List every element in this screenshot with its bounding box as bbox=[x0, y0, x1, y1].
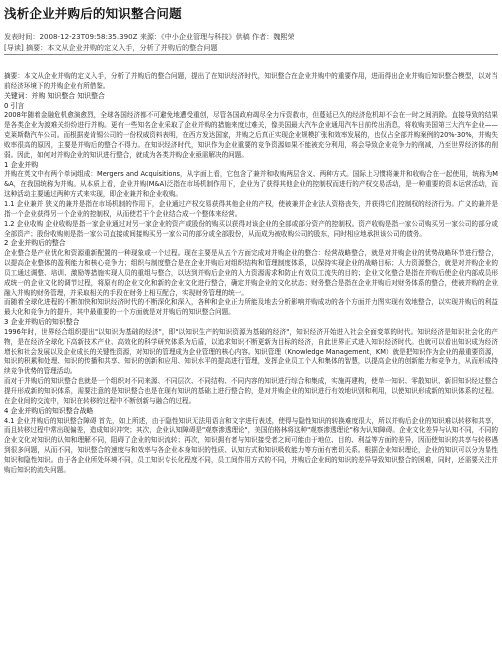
section-heading-1: 1 企业并购 bbox=[4, 160, 39, 169]
section-heading-intro: 0 引言 bbox=[4, 101, 25, 110]
section-1-1-paragraph: 1.1 企业兼并 狭义的兼并是指在市场机制的作用下，企业通过产权交易获得其他企业的产权，使被兼并企业法人资格丧失，并获得它们控制权的经济行为。广义的兼并是指一个企业获得另一个企业的控制权，从而使若干个企业结合成一个整体来经营。 bbox=[4, 199, 498, 218]
article-body bbox=[4, 72, 498, 476]
intro-paragraph: 2008年随着金融危机愈演愈烈，全球各国经济都不可避免地遭受重创，尽管各国政府竭尽全力斥资救市，但蔓延已久的经济危机却不会在一时之间消除。直接导致的结果是各类企业为渡难关纷纷进行并购。更有一些知名企业采取了企业并购的措施来度过难关，像美国最大汽车企业通用汽车日前传出消息，将收购美国第三大汽车企业——克莱斯勒汽车公司。而根据麦肯锡公司的一份权威资料表明，在西方发达国家，并购之后真正实现企业规模扩张和效率发展的，也仅占全部并购案例的20%-30%，并购失败率很高的原因，主要是并购后的整合不得力。在知识经济时代，知识作为企业重要的竞争资源如果不能被充分利用，将会导致企业竞争力的削减，乃至世界经济体的削弱。因此，如何对并购企业的知识进行整合，就成为各类并购企业亟需解决的问题。 bbox=[4, 111, 498, 159]
guide-line: [导读] 摘要：本文从企业并购的定义入手，分析了并购后的整合问题 bbox=[4, 43, 218, 52]
section-3-paragraph-2: 而对于并购后的知识整合也就是一个组织对不同来源、不同层次、不同结构、不同内容的知识进行综合和集成，实施再建构，使单一知识、零散知识、新旧知识经过整合提升形成新的知识体系，需要注意的是知识整合也是在现有知识的基础上进行整合的，是对并购企业的知识进行有效地识别和利用，以使知识形成新的知识体系的过程。在企业间的交流中，知识在转移的过程中不断创新与融合的过程。 bbox=[4, 377, 498, 405]
abstract: 摘要：本文从企业并购的定义入手，分析了并购后的整合问题，提出了在知识经济时代，知识整合在企业并购中的重要作用，进而得出企业并购后知识整合模型，以对当前经济环境下的并购企业有所借鉴。 bbox=[4, 72, 498, 90]
section-1-2-paragraph: 1.2 企业收购 企业收购是指一家企业通过对另一家企业的资产或股份的购买以获得对该企业的全部或部分资产的控制权。资产收购是指一家公司购买另一家公司的部分或全部资产；股份收购则是指一家公司直接或间接购买另一家公司的部分或全部股份，从而成为被收购公司的股东，同时相应地承担该公司的债务。 bbox=[4, 219, 498, 238]
section-heading-3: 3 企业并购后的知识整合 bbox=[4, 318, 80, 327]
section-4-paragraph: 4.1 企业并购后的知识整合障碍 首先，如上所述，由于隐性知识无法用语言和文字进行表述，使得与隐性知识的转换难度很大，所以并购后企业的知识难以转移和共享，而且转移过程中常出现偏差，造成知识冲突；其次，企业认知障碍是"观察渗透理论"，美国伯格林将这种"观察渗透理论"称为认知障碍。企业文化差异与认知不同，不同的企业文化对知识的认知和理解不同，阻碍了企业的知识流转；再次，知识拥有者与知识接受者之间可能由于地位、目的、利益等方面的差异，因而使知识的共享与转移遇到很多问题，从而不同，知识整合的速度与和效率与各企业本身知识的性质、认知方式和知识吸收能力等方面有密切关系。根据企业知识理论，企业的知识可以分为显性知识和隐性知识。由于各企业所处环境不同，员工知识专长化程度不同，员工间作用方式的不同，并购后企业间的知识的差异导致知识整合的困难，同时，还需要关注并购后知识的流失问题。 bbox=[4, 416, 498, 474]
section-2-paragraph-2: 而随着全球化进程的不断加快和知识经济时代的不断深化和深入，各种和企业正力所能及地去分析影响并购成功的各个方面并力图实现有效地整合，以实现并购后的利益最大化和竞争力的提升，其中最重要的一个方面就是对并购后的知识整合问题。 bbox=[4, 298, 498, 317]
section-2-paragraph: 企业整合是产业优化和资源重新配置的一种现象或一个过程。现在主要是从五个方面完成对并购企业的整合：经营战略整合，就是对并购企业的优势战略环节进行整合，以提高企业整体的盈利能力和核心竞争力；组织与制度整合是在企业并购后对组织结构和管理制度体系，以保持实现企业的战略目标；人力资源整合，就是对并购企业的员工通过调整、培训、激励等措施实现人员的重组与整合，以达到并购后企业的人力资源需求和防止有效员工流失的目的；企业文化整合是指在并购后使企业内部成员形成统一的企业文化的调节过程，将原有的企业文化和新的企业文化进行整合，确定并购企业的文化状态；财务整合是指在企业并购后对财务体系的整合，使被并购的企业融入并购的财务管理，并采取相关的手段在财务上相互配合，实现财务管理的统一。 bbox=[4, 249, 498, 297]
author: 作者：魏熙荣 bbox=[252, 32, 295, 41]
section-heading-4: 4 企业并购后的知识整合战略 bbox=[4, 406, 94, 415]
article-title: 浅析企业并购后的知识整合问题 bbox=[4, 6, 182, 21]
meta-line bbox=[4, 31, 498, 42]
section-heading-2: 2 企业并购后的整合 bbox=[4, 239, 66, 248]
meta-block bbox=[4, 31, 498, 55]
published-time: 发表时间：2008-12-23T09:58:35.390Z bbox=[4, 32, 138, 41]
source: 来源：《中小企业管理与科技》供稿 bbox=[139, 32, 250, 41]
section-3-paragraph: 1996年时，世界经合组织提出"以知识为基础的经济"，即"以知识生产的知识资源为基础的经济"，知识经济开始进入社会全面变革的时代。知识经济是知识社会化的产物，是在经济全球化下高新技术产业、高效化的科学研究体系为后盾，以追求知识不断更新为目标的经济，自此世界正式进入知识经济时代。也就可以看出知识成为经济增长和社会发展以及企业成长的关键性资源，对知识的管理成为企业管理的核心内容。知识管理（Knowledge Management，KM）就是把知识作为企业的最重要资源，知识的积累和处理、知识的传播和共享、知识的创新和应用、知识水平的提高进行管理，发挥企业员工个人和集体的智慧，以提高企业的创新能力和竞争力，从而形成持续竞争优势的管理活动。 bbox=[4, 327, 499, 376]
section-1-paragraph: 并购在英文中有两个单词组成：Mergers and Acquisitions，从字面上看，它包含了兼并和收购两层含义、两种方式。国际上习惯将兼并和收购合在一起使用，统称为M&A，在我国统称为并购。从本质上看，企业并购(M&A)泛指在市场机制作用下，企业为了获得其他企业的控制权而进行的产权交易活动，是一种重要的资本运营活动，而这种活动主要通过两种方式来实现，即企业兼并和企业收购。 bbox=[4, 170, 498, 199]
header-divider bbox=[4, 54, 498, 55]
keywords: 关键词：并购 知识整合 知识整合 bbox=[4, 91, 105, 100]
